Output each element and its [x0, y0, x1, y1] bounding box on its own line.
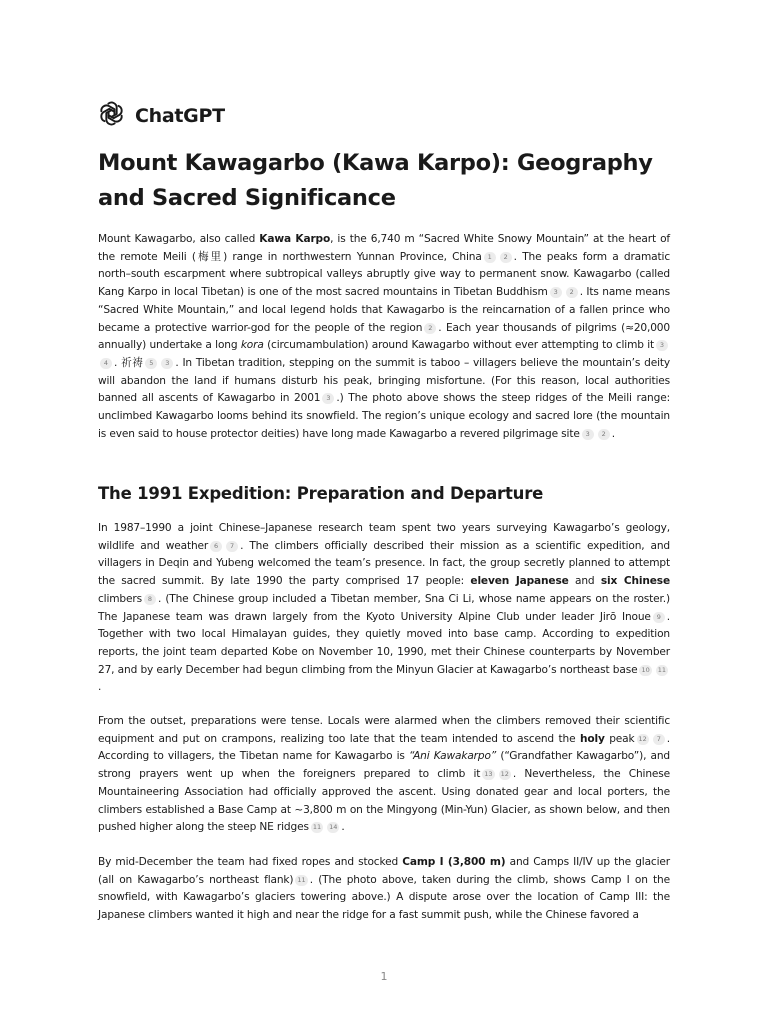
text-run: . The climbers officially described their mission as a scientific expedition, and villagers in Deqin and Yubeng welcomed the team’s presence. In fact, the group secretly planned to attempt the sacred summit. By late 1990 the party comprised 17 people:	[98, 539, 670, 588]
citation-badge[interactable]: 4	[100, 358, 112, 369]
citation-badge[interactable]: 3	[161, 358, 173, 369]
text-run: . Nevertheless, the Chinese Mountaineering Association had officially approved the ascent. Using donated gear and local porters, the climbers established a Base Camp at ~3,800 m on the Mingyong (Min-Yun) Glacier, as shown below, and then pushed higher along the steep NE ridges	[98, 768, 670, 834]
text-run: . (The Chinese group included a Tibetan member, Sna Ci Li, whose name appears on the roster.) The Japanese team was drawn largely from the Kyoto University Alpine Club under leader Jirō Inoue	[98, 592, 670, 623]
citation-badge[interactable]: 5	[145, 358, 157, 369]
text-run: Mount Kawagarbo, also called	[98, 233, 260, 245]
text-run: (“Grandfather Kawagarbo”), and strong prayers went up when the foreigners prepared to climb it	[98, 750, 670, 781]
brand-logo	[98, 100, 225, 131]
citation-badge[interactable]: 12	[500, 770, 509, 779]
text-run: . Each year thousands of pilgrims (≈20,000 annually) undertake a long	[98, 321, 670, 352]
citation-badge[interactable]: 3	[550, 287, 562, 298]
section-heading-expedition: The 1991 Expedition: Preparation and Departure	[98, 484, 544, 503]
paragraph-expedition-3	[98, 854, 670, 925]
citation-badge[interactable]: 2	[566, 287, 578, 298]
citation-badge[interactable]: 7	[653, 734, 665, 745]
paragraph-intro	[98, 231, 670, 443]
citation-badge[interactable]: 8	[144, 594, 156, 605]
text-run: . Together with two local Himalayan guides, they quietly moved into base camp. According to expedition reports, the joint team departed Kobe on November 10, 1990, met their Chinese counterparts by November 27, and by early December had begun climbing from the Minyun Glacier at Kawagarbo’s northeast base	[98, 610, 670, 676]
text-run: . The peaks form a dramatic north–south escarpment where subtropical valleys abruptly give way to permanent snow. Kawagarbo (called Kang Karpo in local Tibetan) is one of the most sacred mountains in Tibetan Buddhism	[98, 250, 670, 299]
citation-badge[interactable]: 12	[638, 734, 647, 743]
document-title: Mount Kawagarbo (Kawa Karpo): Geography and Sacred Significance	[98, 150, 653, 211]
text-run: Kawa Karpo	[259, 233, 331, 245]
text-run: , is the 6,740 m “Sacred White Snowy Mountain” at the heart of the remote Meili (梅里) range in northwestern Yunnan Province, China	[98, 233, 670, 263]
text-run: .	[341, 821, 345, 834]
text-run: . Its name means “Sacred White Mountain,” and local legend holds that Kawagarbo is the reincarnation of a fallen prince who became a protective warrior-god for the people of the region	[98, 286, 670, 334]
text-run: “Ani Kawakarpo”	[409, 750, 497, 763]
text-run: kora	[240, 339, 264, 352]
text-run: and	[568, 575, 601, 588]
page-number: 1	[380, 970, 388, 983]
text-run: climbers	[98, 592, 142, 605]
text-run: holy	[579, 732, 605, 745]
citation-badge[interactable]: 11	[657, 665, 666, 674]
citation-badge[interactable]: 6	[210, 541, 222, 552]
text-run: .) The photo above shows the steep ridges of the Meili range: unclimbed Kawagarbo looms behind its snowfield. The region’s unique ecology and sacred lore (the mountain is even said to house protector deities) have long made Kawagarbo a revered pilgrimage site	[98, 392, 670, 440]
citation-badge[interactable]: 11	[297, 875, 306, 884]
citation-badge[interactable]: 13	[484, 770, 493, 779]
text-run: six Chinese	[600, 575, 670, 588]
paragraph-expedition-1	[98, 520, 670, 697]
citation-badge[interactable]: 2	[424, 323, 436, 334]
text-run: In 1987–1990 a joint Chinese–Japanese research team spent two years surveying Kawagarbo’s geology, wildlife and weather	[98, 522, 670, 552]
citation-badge[interactable]: 10	[641, 665, 650, 674]
text-run: peak	[604, 732, 635, 745]
text-run: . (The photo above, taken during the climb, shows Camp I on the snowfield, with Kawagarbo’s glaciers towering above.) A dispute arose over the location of Camp III: the Japanese climbers wanted it high and near the ridge for a fast summit push, while the Chinese favored a	[98, 873, 670, 922]
text-run: Camp I (3,800 m)	[402, 856, 506, 868]
citation-badge[interactable]: 3	[656, 340, 668, 351]
text-run: eleven Japanese	[470, 575, 569, 588]
citation-badge[interactable]: 14	[329, 823, 338, 832]
citation-badge[interactable]: 9	[653, 612, 665, 623]
text-run: From the outset, preparations were tense. Locals were alarmed when the climbers removed their scientific equipment and put on crampons, realizing too late that the team intended to ascend the	[98, 715, 670, 745]
text-run: .	[98, 681, 102, 694]
citation-badge[interactable]: 1	[484, 252, 496, 263]
text-run: By mid-December the team had fixed ropes and stocked	[98, 856, 403, 868]
paragraph-expedition-2	[98, 713, 670, 837]
text-run: . 祈祷	[114, 356, 144, 369]
brand-name: ChatGPT	[135, 104, 225, 127]
text-run: .	[611, 427, 615, 440]
citation-badge[interactable]: 7	[226, 541, 238, 552]
citation-badge[interactable]: 2	[500, 252, 512, 263]
text-run: . In Tibetan tradition, stepping on the summit is taboo – villagers believe the mountain’s deity will abandon the land if humans disturb his peak, bringing misfortune. (For this reason, local authorities banned all ascents of Kawagarbo in 2001	[98, 356, 670, 405]
openai-knot-icon	[98, 100, 125, 131]
text-run: and Camps II/IV up the glacier (all on Kawagarbo’s northeast flank)	[98, 856, 670, 886]
text-run: (circumambulation) around Kawagarbo without ever attempting to climb it	[263, 339, 654, 352]
citation-badge[interactable]: 3	[582, 429, 594, 440]
citation-badge[interactable]: 11	[312, 823, 322, 832]
citation-badge[interactable]: 2	[598, 429, 610, 440]
citation-badge[interactable]: 3	[322, 393, 334, 404]
text-run: . According to villagers, the Tibetan name for Kawagarbo is	[98, 732, 670, 763]
